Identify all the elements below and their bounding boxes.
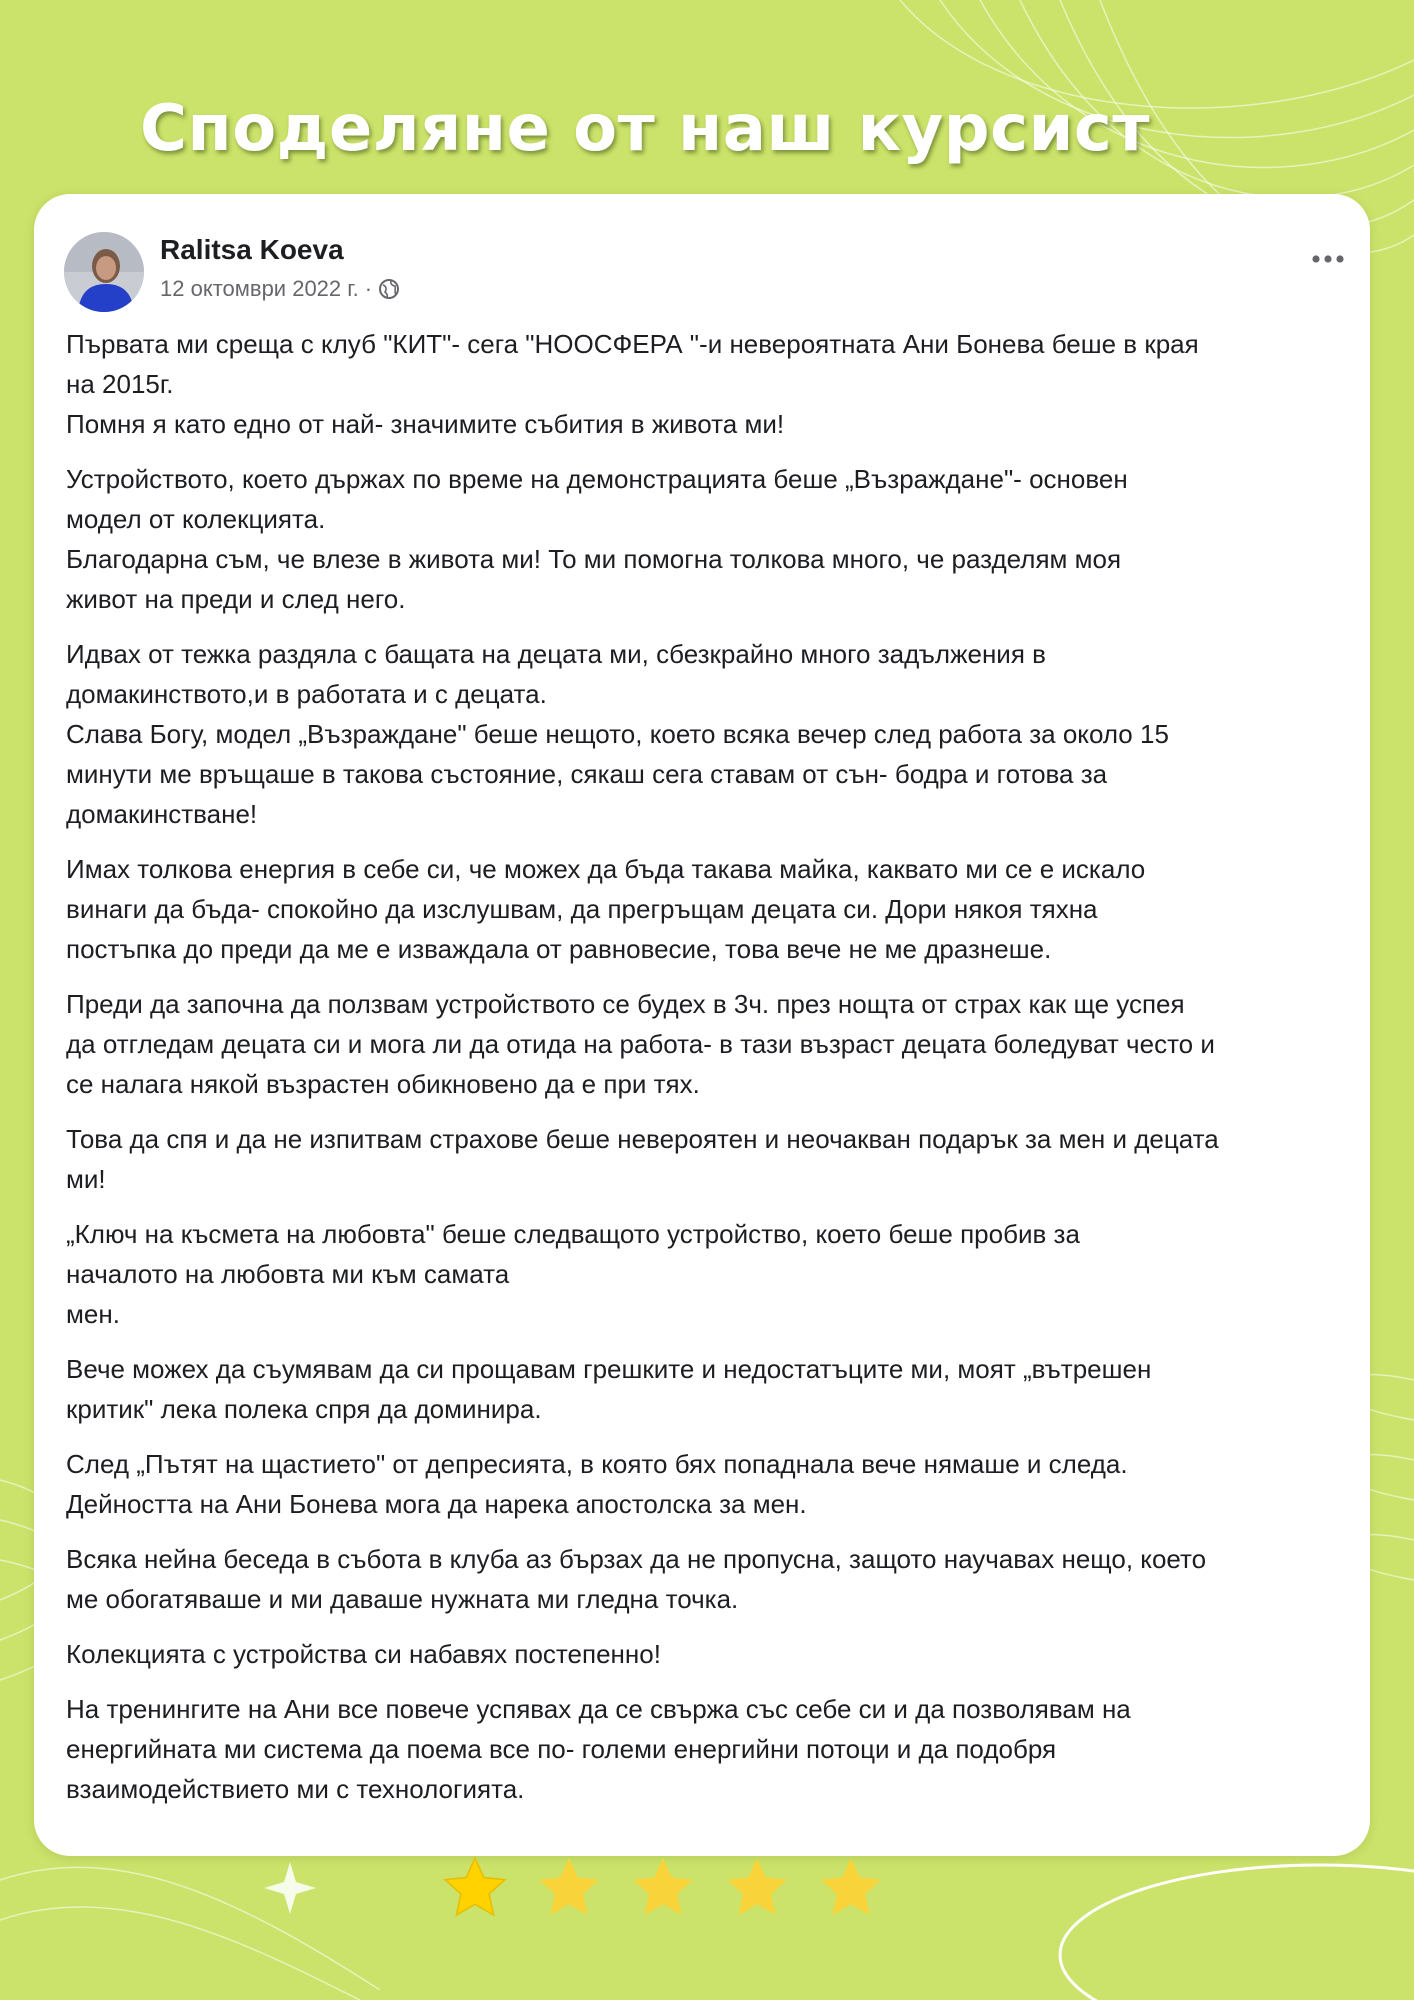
post-line: Всяка нейна беседа в събота в клуба аз бързах да не пропусна, защото научавах нещо, което xyxy=(66,1544,1207,1574)
post-line: Това да спя и да не изпитвам страхове беше невероятен и неочакван подарък за мен и децата xyxy=(66,1124,1219,1154)
post-line: Устройството, което държах по време на демонстрацията беше „Възраждане"- основен xyxy=(66,464,1128,494)
post-paragraph xyxy=(66,1214,1366,1334)
post-line: ме обогатяваше и ми даваше нужната ми гледна точка. xyxy=(66,1584,739,1614)
post-line: мен. xyxy=(66,1299,120,1329)
post-line: На тренингите на Ани все повече успявах да се свържа със себе си и да позволявам на xyxy=(66,1694,1131,1724)
post-line: Имах толкова енергия в себе си, че можех да бъда такава майка, каквато ми се е искало xyxy=(66,854,1146,884)
avatar[interactable] xyxy=(64,232,144,312)
post-line: началото на любовта ми към самата xyxy=(66,1259,510,1289)
post-paragraph xyxy=(66,634,1366,834)
post-paragraph xyxy=(66,1539,1366,1619)
post-line: се налага някой възрастен обикновено да е при тях. xyxy=(66,1069,700,1099)
globe-icon xyxy=(378,278,400,300)
post-line: Идвах от тежка раздяла с бащата на децата ми, сбезкрайно много задължения в xyxy=(66,639,1046,669)
post-line: да отгледам децата си и мога ли да отида на работа- в тази възраст децата боледуват често и xyxy=(66,1029,1215,1059)
post-line: минути ме връщаше в такова състояние, сякаш сега ставам от сън- бодра и готова за xyxy=(66,759,1108,789)
meta-separator: · xyxy=(364,276,373,301)
post-date[interactable]: 12 октомври 2022 г. xyxy=(160,276,359,301)
post-line: домакинството,и в работата и с децата. xyxy=(66,679,547,709)
post-line: ми! xyxy=(66,1164,106,1194)
post-paragraph xyxy=(66,1689,1366,1809)
page-title: Споделяне от наш курсист xyxy=(140,92,1150,166)
post-line: Вече можех да съумявам да си прощавам грешките и недостатъците ми, моят „вътрешен xyxy=(66,1354,1152,1384)
post-paragraph xyxy=(66,1119,1366,1199)
post-paragraph xyxy=(66,1634,1366,1674)
post-line: Преди да започна да ползвам устройството се будех в 3ч. през нощта от страх как ще успея xyxy=(66,989,1185,1019)
post-line: Дейността на Ани Бонева мога да нарека апостолска за мен. xyxy=(66,1489,807,1519)
post-line: взаимодействието ми с технологията. xyxy=(66,1774,525,1804)
post-line: винаги да бъда- спокойно да изслушвам, да прегръщам децата си. Дори някоя тяхна xyxy=(66,894,1098,924)
post-paragraph xyxy=(66,849,1366,969)
post-paragraph xyxy=(66,984,1366,1104)
post-line: След „Пътят на щастието" от депресията, в която бях попаднала вече нямаше и следа. xyxy=(66,1449,1128,1479)
post-meta xyxy=(160,276,400,302)
avatar-image xyxy=(64,232,144,312)
star-rating xyxy=(440,1854,886,1924)
post-paragraph xyxy=(66,324,1366,444)
post-line: Помня я като едно от най- значимите събития в живота ми! xyxy=(66,409,785,439)
post-line: Първата ми среща с клуб "КИТ"- сега "НООСФЕРА "-и невероятната Ани Бонева беше в края xyxy=(66,329,1199,359)
post-line: Благодарна съм, че влезе в живота ми! То ми помогна толкова много, че разделям моя xyxy=(66,544,1122,574)
post-paragraph xyxy=(66,1444,1366,1524)
star-icon xyxy=(534,1854,604,1924)
post-paragraph xyxy=(66,459,1366,619)
post-line: модел от колекцията. xyxy=(66,504,326,534)
post-paragraph xyxy=(66,1349,1366,1429)
post-line: на 2015г. xyxy=(66,369,174,399)
star-icon xyxy=(628,1854,698,1924)
more-horizontal-icon[interactable] xyxy=(1308,244,1348,274)
post-line: критик" лека полека спря да доминира. xyxy=(66,1394,542,1424)
author-name[interactable]: Ralitsa Koeva xyxy=(160,234,344,265)
star-icon xyxy=(816,1854,886,1924)
star-icon xyxy=(722,1854,792,1924)
post-line: домакинстване! xyxy=(66,799,258,829)
post-line: Слава Богу, модел „Възраждане" беше нещото, което всяка вечер след работа за около 15 xyxy=(66,719,1169,749)
star-icon xyxy=(440,1854,510,1924)
post-line: живот на преди и след него. xyxy=(66,584,406,614)
post-line: постъпка до преди да ме е изваждала от равновесие, това вече не ме дразнеше. xyxy=(66,934,1052,964)
post-card xyxy=(34,194,1370,1856)
post-line: енергийната ми система да поема все по- големи енергийни потоци и да подобря xyxy=(66,1734,1057,1764)
post-line: Колекцията с устройства си набавях постепенно! xyxy=(66,1639,661,1669)
post-line: „Ключ на късмета на любовта" беше следващото устройство, което беше пробив за xyxy=(66,1219,1080,1249)
post-body xyxy=(66,324,1366,1824)
